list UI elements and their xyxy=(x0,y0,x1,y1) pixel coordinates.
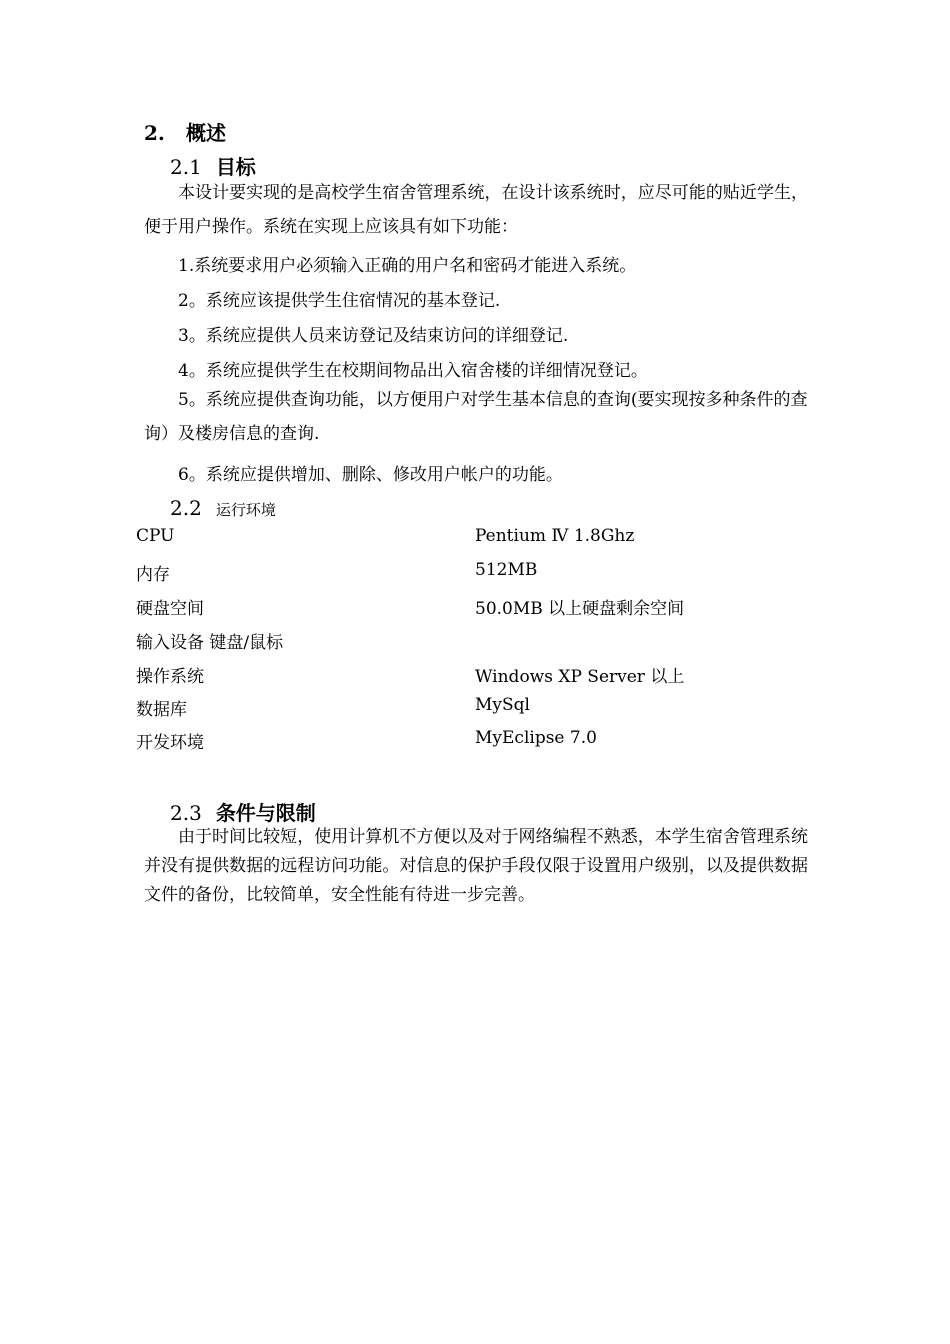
subsection-heading-environment xyxy=(170,496,276,520)
env-key: 数据库 xyxy=(136,700,187,720)
subsection-number: 2.1 xyxy=(170,155,202,179)
subsection-heading-constraints xyxy=(170,797,316,826)
env-value: 512MB xyxy=(475,560,538,580)
env-value: 50.0MB 以上硬盘剩余空间 xyxy=(475,599,685,619)
goal-item: 6。系统应提供增加、删除、修改用户帐户的功能。 xyxy=(178,465,563,485)
section-heading-overview xyxy=(144,117,226,146)
goal-item: 2。系统应该提供学生住宿情况的基本登记. xyxy=(178,291,501,311)
env-row-disk xyxy=(0,594,950,620)
goals-intro-paragraph: 本设计要实现的是高校学生宿舍管理系统，在设计该系统时，应尽可能的贴近学生，便于用户操作。系统在实现上应该具有如下功能： xyxy=(144,183,808,237)
subsection-number: 2.3 xyxy=(170,801,202,825)
env-row-memory xyxy=(0,560,950,586)
env-row-database xyxy=(0,695,950,721)
env-key: 操作系统 xyxy=(136,667,204,687)
env-key: 硬盘空间 xyxy=(136,599,204,619)
section-title: 概述 xyxy=(186,121,226,145)
env-row-os xyxy=(0,662,950,688)
env-row-cpu xyxy=(0,526,950,552)
section-number: 2. xyxy=(144,121,165,145)
subsection-title: 目标 xyxy=(215,155,256,179)
env-value: MyEclipse 7.0 xyxy=(475,728,597,748)
goal-item: 1.系统要求用户必须输入正确的用户名和密码才能进入系统。 xyxy=(178,256,637,276)
env-row-ide xyxy=(0,728,950,754)
goal-item: 4。系统应提供学生在校期间物品出入宿舍楼的详细情况登记。 xyxy=(178,361,648,381)
env-value: Windows XP Server 以上 xyxy=(475,667,685,687)
env-key: 内存 xyxy=(136,565,170,585)
env-key: 开发环境 xyxy=(136,733,204,753)
env-key: 输入设备 键盘/鼠标 xyxy=(136,633,284,653)
subsection-title: 运行环境 xyxy=(215,501,276,519)
subsection-number: 2.2 xyxy=(170,496,202,520)
goal-item: 5。系统应提供查询功能，以方便用户对学生基本信息的查询(要实现按多种条件的查询）及楼房信息的查询. xyxy=(144,390,808,444)
subsection-title: 条件与限制 xyxy=(215,801,316,825)
env-row-input-device xyxy=(0,628,950,654)
goal-item: 3。系统应提供人员来访登记及结束访问的详细登记. xyxy=(178,326,569,346)
constraints-paragraph: 由于时间比较短，使用计算机不方便以及对于网络编程不熟悉，本学生宿舍管理系统并没有提供数据的远程访问功能。对信息的保护手段仅限于设置用户级别，以及提供数据文件的备份，比较简单，安全性能有待进一步完善。 xyxy=(144,827,808,905)
env-value: Pentium Ⅳ 1.8Ghz xyxy=(475,526,635,546)
env-key: CPU xyxy=(136,526,175,546)
env-value: MySql xyxy=(475,695,530,715)
